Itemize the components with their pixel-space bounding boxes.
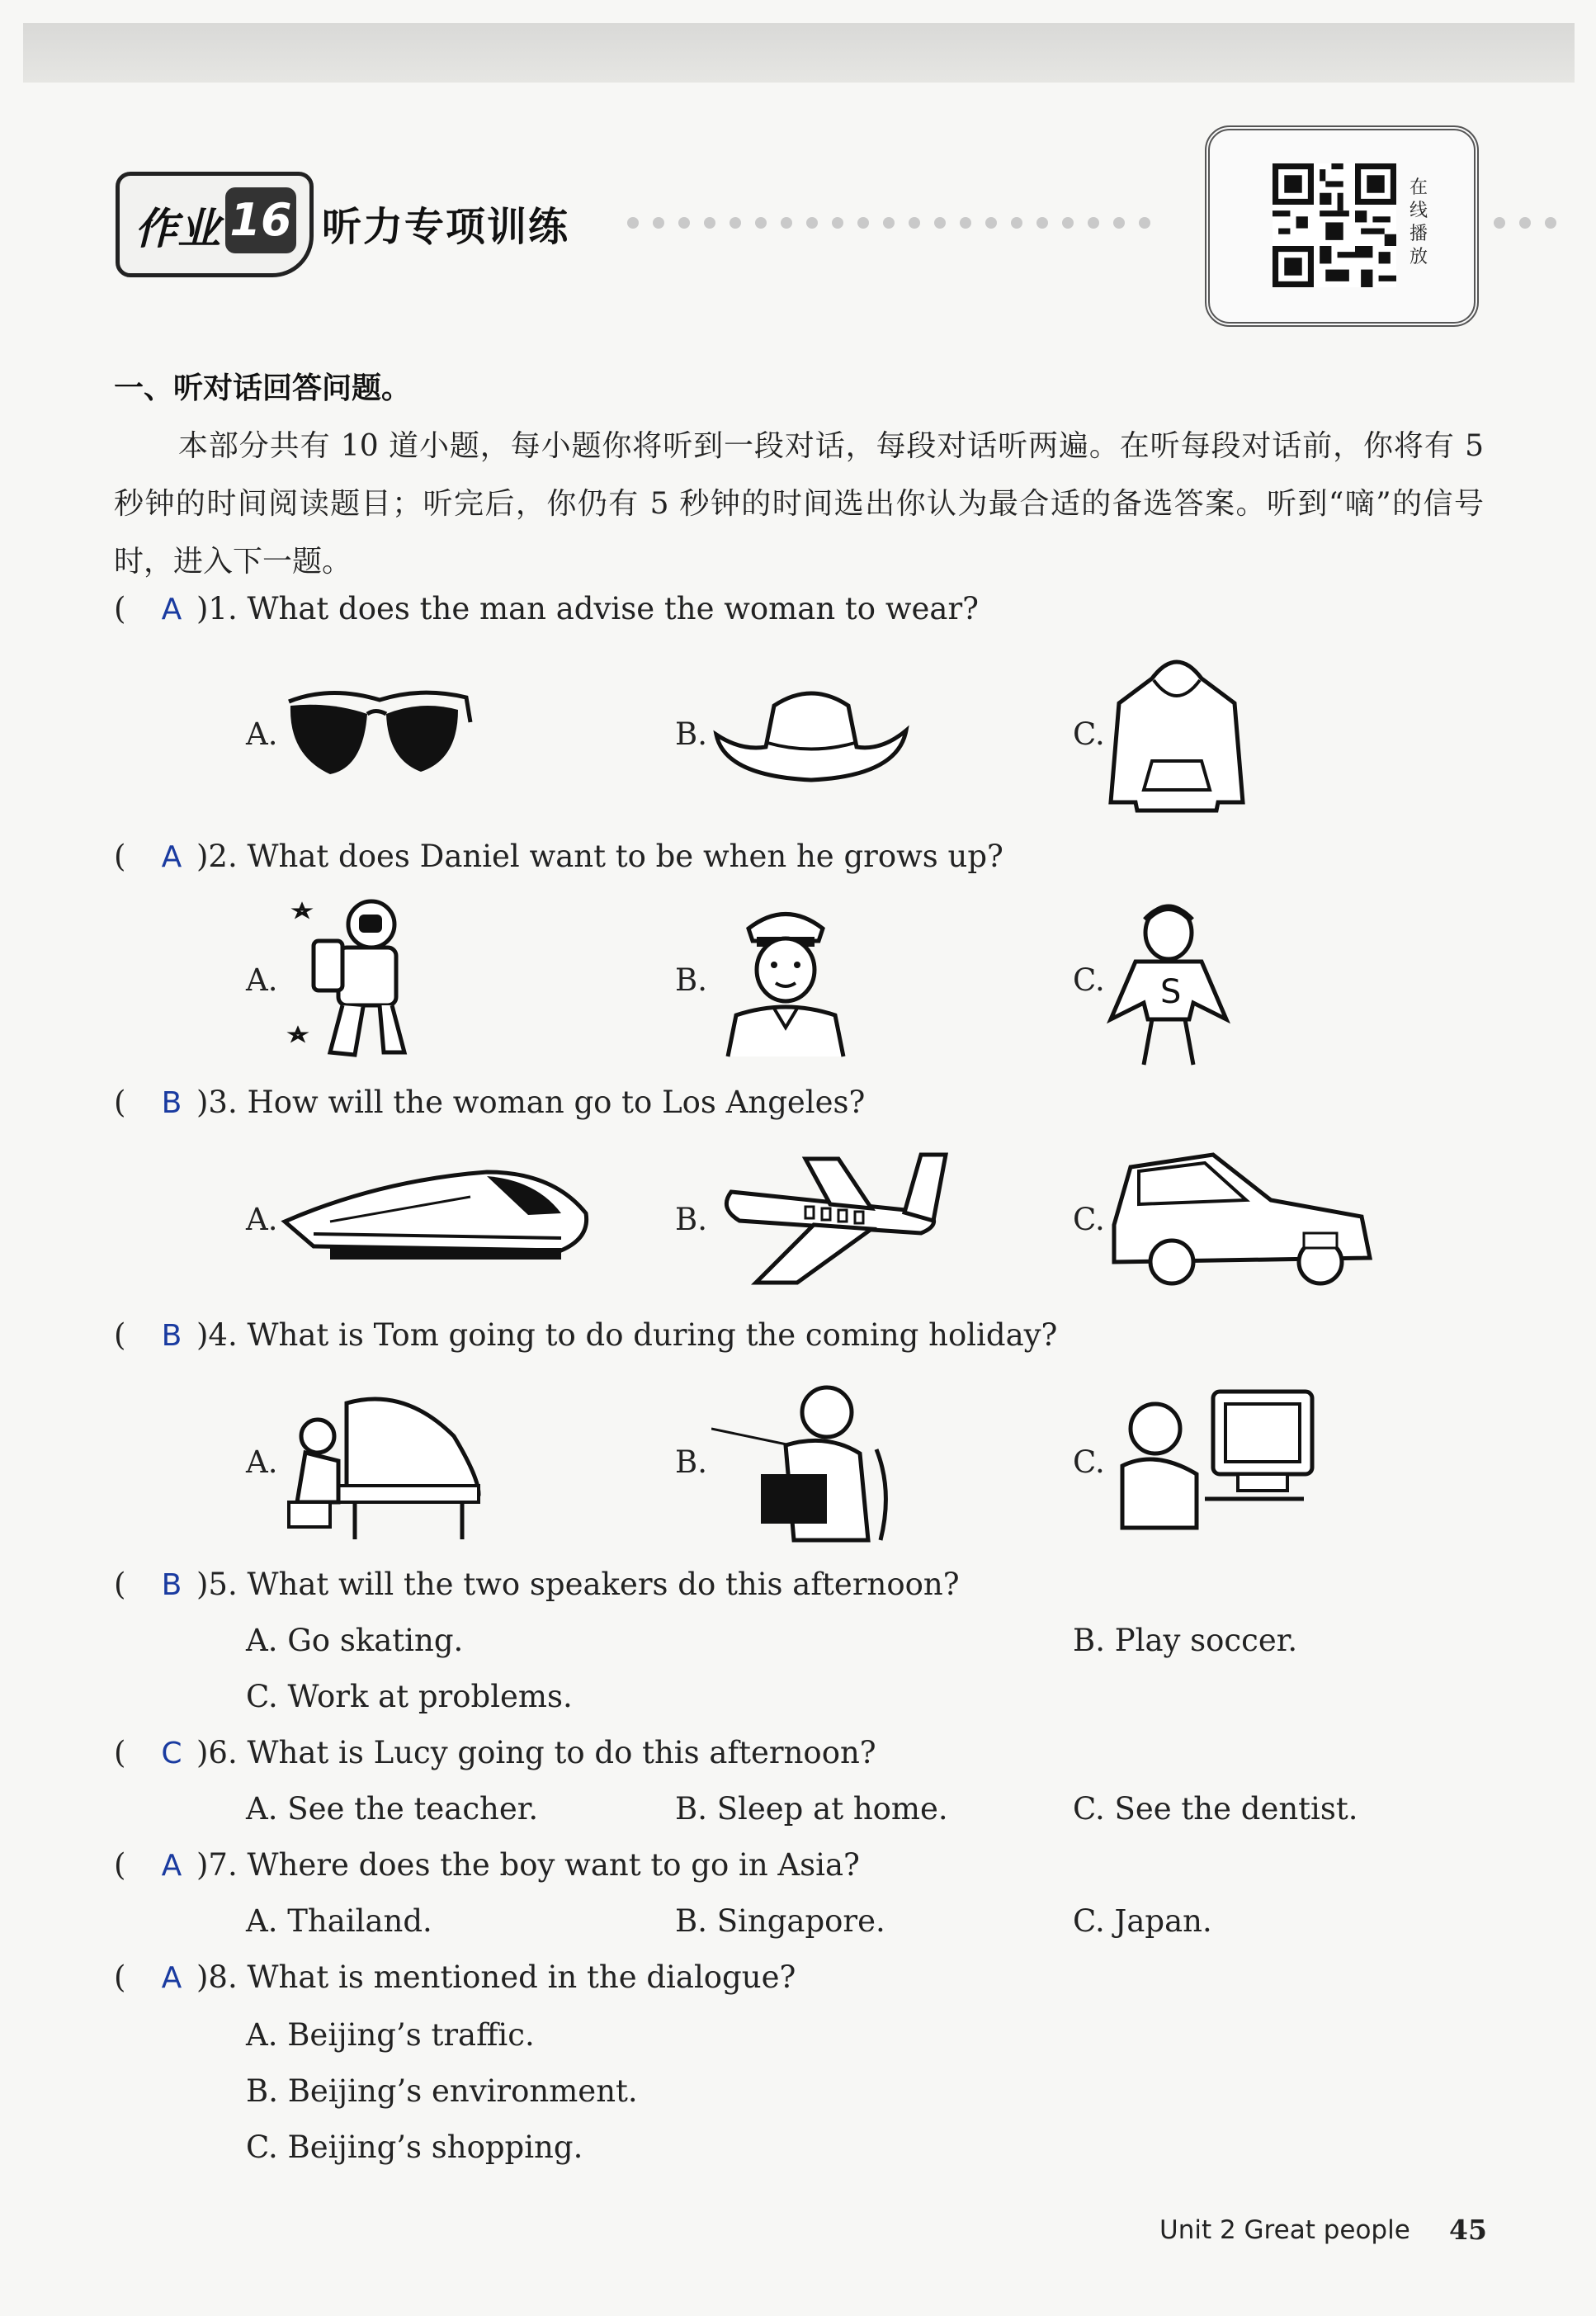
qr-code-icon[interactable] (1273, 163, 1396, 287)
question-3 (114, 1085, 865, 1120)
option-label: C. (1073, 716, 1105, 752)
question-1 (114, 591, 979, 626)
option-label: B. (675, 1444, 707, 1480)
option-label: A. (246, 1202, 278, 1237)
svg-text:S: S (1160, 973, 1182, 1011)
open-paren: ( (114, 1567, 126, 1602)
car-picture[interactable] (1106, 1142, 1378, 1291)
option-label: C. (1073, 1202, 1105, 1237)
question-text: )4. What is Tom going to do during the coming holiday? (196, 1317, 1058, 1353)
astronaut-picture[interactable] (281, 891, 421, 1065)
train-picture[interactable] (281, 1156, 594, 1279)
option-label: B. (675, 1202, 707, 1237)
question-4 (114, 1317, 1057, 1353)
question-text: )8. What is mentioned in the dialogue? (196, 1959, 796, 1995)
option-label: C. (1073, 1444, 1105, 1480)
computer-picture[interactable] (1106, 1383, 1320, 1540)
piano-picture[interactable] (281, 1387, 487, 1543)
answer-mark[interactable]: A (161, 840, 182, 874)
question-text: )3. How will the woman go to Los Angeles? (196, 1085, 866, 1120)
option-c[interactable]: C. Japan. (1073, 1903, 1212, 1939)
option-b[interactable]: B. Singapore. (675, 1903, 885, 1939)
option-b[interactable]: B. Sleep at home. (675, 1791, 948, 1827)
open-paren: ( (114, 1847, 126, 1883)
option-label: B. (675, 716, 707, 752)
answer-mark[interactable]: B (161, 1319, 182, 1353)
open-paren: ( (114, 839, 126, 874)
hoodie-picture[interactable] (1103, 645, 1251, 819)
qr-label: 在线播放 (1409, 177, 1428, 267)
answer-mark[interactable]: B (161, 1568, 182, 1602)
option-label: A. (246, 716, 278, 752)
question-text: )1. What does the man advise the woman to wear? (196, 591, 979, 626)
open-paren: ( (114, 1735, 126, 1770)
option-label: A. (246, 1444, 278, 1480)
option-a[interactable]: A. Beijing’s traffic. (246, 2017, 535, 2053)
option-c[interactable]: C. Beijing’s shopping. (246, 2129, 583, 2165)
page-title: 听力专项训练 (322, 204, 570, 250)
option-a[interactable]: A. See the teacher. (246, 1791, 539, 1827)
question-7 (114, 1847, 860, 1883)
open-paren: ( (114, 1959, 126, 1995)
page-number: 45 (1449, 2214, 1487, 2246)
option-b[interactable]: B. Play soccer. (1073, 1623, 1298, 1658)
plane-picture[interactable] (715, 1142, 954, 1299)
soldier-picture[interactable] (711, 896, 860, 1061)
question-8 (114, 1959, 796, 1995)
open-paren: ( (114, 1085, 126, 1120)
top-band (23, 23, 1575, 83)
question-2 (114, 839, 1003, 874)
answer-mark[interactable]: B (161, 1086, 182, 1120)
option-a[interactable]: A. Thailand. (246, 1903, 432, 1939)
open-paren: ( (114, 1317, 126, 1353)
badge-word: 作业 (135, 205, 221, 254)
dot-divider (627, 216, 1164, 232)
option-c[interactable]: C. See the dentist. (1073, 1791, 1358, 1827)
answer-mark[interactable]: A (161, 1849, 182, 1883)
question-text: )6. What is Lucy going to do this afternoon? (196, 1735, 876, 1770)
answer-mark[interactable]: A (161, 1961, 182, 1995)
superhero-picture[interactable] (1103, 896, 1235, 1069)
option-a[interactable]: A. Go skating. (246, 1623, 464, 1658)
hat-picture[interactable] (708, 677, 914, 792)
question-6 (114, 1735, 876, 1770)
question-text: )5. What will the two speakers do this afternoon? (196, 1567, 960, 1602)
qr-code-panel[interactable] (1205, 125, 1479, 327)
dot-divider-right (1494, 216, 1570, 232)
answer-mark[interactable]: C (161, 1737, 182, 1770)
question-text: )7. Where does the boy want to go in Asia? (196, 1847, 860, 1883)
section-title: 一、听对话回答问题。 (114, 371, 412, 405)
option-label: C. (1073, 962, 1105, 998)
question-5 (114, 1567, 960, 1602)
option-b[interactable]: B. Beijing’s environment. (246, 2073, 638, 2109)
homework-badge (116, 172, 314, 277)
option-label: B. (675, 962, 707, 998)
option-label: A. (246, 962, 278, 998)
open-paren: ( (114, 591, 126, 626)
section-instructions: 本部分共有 10 道小题，每小题你将听到一段对话，每段对话听两遍。在听每段对话前，你将有 5 秒钟的时间阅读题目；听完后，你仍有 5 秒钟的时间选出你认为最合适的备选答案。听到“嘀”的信号时，进入下一题。 (114, 429, 1484, 579)
footer-unit: Unit 2 Great people (1159, 2215, 1410, 2245)
sunglasses-picture[interactable] (281, 677, 479, 792)
question-text: )2. What does Daniel want to be when he grows up? (196, 839, 1003, 874)
option-c[interactable]: C. Work at problems. (246, 1679, 573, 1714)
badge-number: 16 (225, 187, 296, 253)
reading-picture[interactable] (711, 1375, 901, 1548)
answer-mark[interactable]: A (161, 593, 182, 626)
